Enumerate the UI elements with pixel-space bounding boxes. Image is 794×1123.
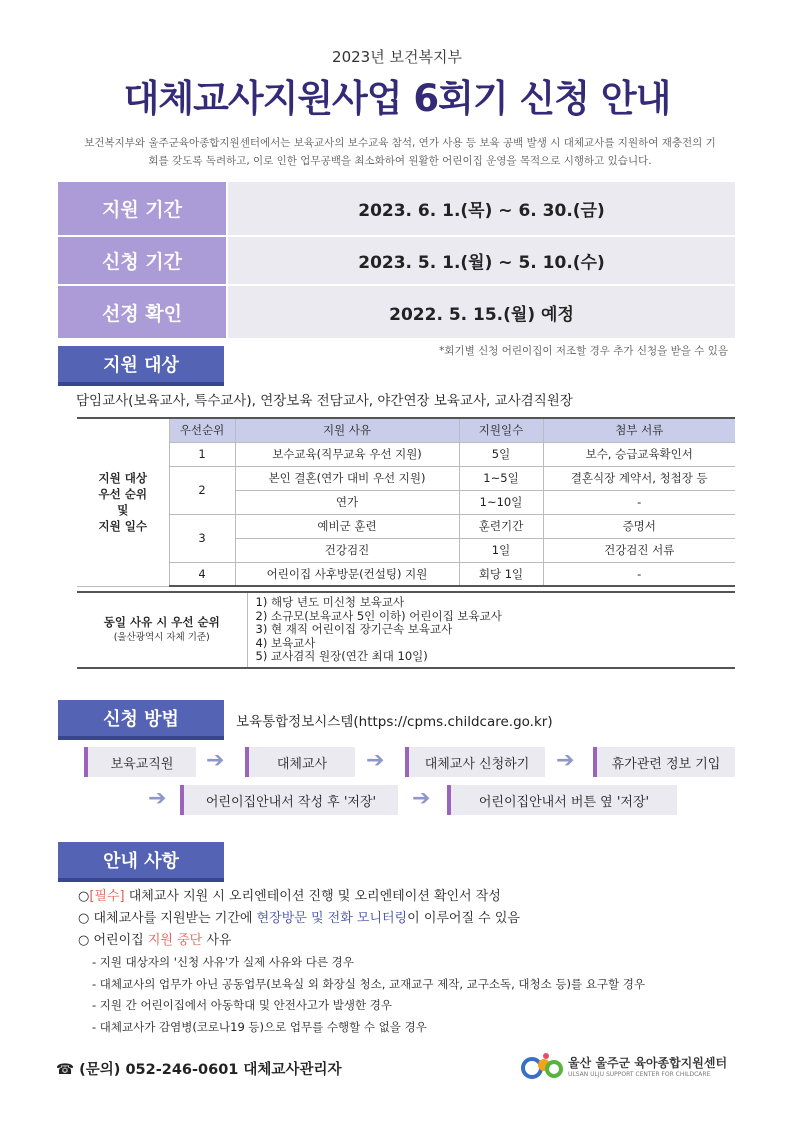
step-box: 대체교사 신청하기 [405,747,545,777]
arrow-right-icon: ➔ [366,748,385,773]
section-heading-method: 신청 방법 [58,700,224,736]
reason-cell: 본인 결혼(연가 대비 우선 지원) [235,466,459,490]
document-subtitle: 2023년 보건복지부 [332,48,462,66]
same-reason-title: 동일 사유 시 우선 순위 [103,614,220,629]
list-item: 5) 교사겸직 원장(연간 최대 10일) [255,649,428,664]
info-row-selection [58,286,735,338]
notice-sub-item: - 지원 대상자의 '신청 사유'가 실제 사유와 다른 경우 [92,955,354,969]
step-box: 어린이집안내서 버튼 옆 '저장' [447,785,677,815]
intro-paragraph: 보건복지부와 울주군육아종합지원센터에서는 보육교사의 보수교육 참석, 연가 사용 등 보육 공백 발생 시 대체교사를 지원하여 재충전의 기회를 갖도록 독려하고, 이로 인한 업무공백을 최소화하여 원활한 어린이집 운영을 목적으로 시행하고 있습니다. [84,137,716,167]
notice-text: 대체교사 지원 시 오리엔테이션 진행 및 오리엔테이션 확인서 작성 [124,889,501,904]
list-item: 3) 현 재직 어린이집 장기근속 보육교사 [255,622,453,637]
notice-sub-item: - 지원 간 어린이집에서 아동학대 및 안전사고가 발생한 경우 [92,998,393,1012]
info-value: 2023. 6. 1.(목) ~ 6. 30.(금) [228,182,735,235]
notice-item [78,908,645,930]
same-reason-subtitle: (울산광역시 자체 기준) [113,631,210,643]
contact-text: (문의) 052-246-0601 대체교사관리자 [79,1062,342,1078]
docs-cell: - [543,490,735,514]
table-row [77,562,735,586]
notice-item [78,886,645,908]
notice-highlight: 현장방문 및 전화 모니터링 [256,911,408,926]
rank-cell: 1 [169,442,235,466]
notice-text: 어린이집 [89,933,148,948]
days-cell: 훈련기간 [459,514,543,538]
center-logo [520,1050,740,1084]
docs-cell: 결혼식장 계약서, 청첩장 등 [543,466,735,490]
info-value: 2023. 5. 1.(월) ~ 5. 10.(수) [228,237,735,284]
docs-cell: - [543,562,735,586]
table-row [77,442,735,466]
table-row [77,466,735,490]
table-header-row [77,418,735,442]
rank-cell: 2 [169,466,235,514]
system-url: 보육통합정보시스템(https://cpms.childcare.go.kr) [236,714,553,730]
docs-cell: 증명서 [543,514,735,538]
document-title: 대체교사지원사업 6회기 신청 안내 [123,77,671,120]
same-reason-label [77,592,247,668]
target-description: 담임교사(보육교사, 특수교사), 연장보육 전담교사, 야간연장 보육교사, 교사겸직원장 [76,393,573,409]
notice-highlight: 지원 중단 [147,933,203,948]
days-cell: 1~10일 [459,490,543,514]
section-heading-notice: 안내 사항 [58,842,224,878]
list-item: 1) 해당 년도 미신청 보육교사 [255,595,405,609]
notice-text: 사유 [202,933,232,948]
step-box: 보육교직원 [84,747,196,777]
reason-cell: 어린이집 사후방문(컨설팅) 지원 [235,562,459,586]
column-header: 지원일수 [459,418,543,442]
rank-cell: 4 [169,562,235,586]
notice-list [78,886,645,1038]
info-note: *회기별 신청 어린이집이 저조할 경우 추가 신청을 받을 수 있음 [439,345,728,357]
side-label-line: 지원 대상 [98,471,147,486]
same-reason-table [77,591,735,669]
side-label-line: 지원 일수 [98,519,147,534]
info-label: 지원 기간 [58,182,226,235]
arrow-right-icon: ➔ [148,786,167,811]
priority-table [77,417,735,587]
arrow-right-icon: ➔ [412,786,431,811]
column-header: 첨부 서류 [543,418,735,442]
arrow-right-icon: ➔ [556,748,575,773]
days-cell: 5일 [459,442,543,466]
days-cell: 회당 1일 [459,562,543,586]
step-box: 어린이집안내서 작성 후 '저장' [180,785,398,815]
bullet: ○ [78,889,90,904]
reason-cell: 연가 [235,490,459,514]
days-cell: 1~5일 [459,466,543,490]
days-cell: 1일 [459,538,543,562]
notice-text: 대체교사를 지원받는 기간에 [89,911,257,926]
column-header: 지원 사유 [235,418,459,442]
step-box: 휴가관련 정보 기입 [593,747,735,777]
table-side-label [77,418,169,586]
notice-sub-item: - 대체교사가 감염병(코로나19 등)으로 업무를 수행할 수 없을 경우 [92,1019,427,1034]
column-header: 우선순위 [169,418,235,442]
arrow-right-icon: ➔ [206,748,225,773]
section-heading-target: 지원 대상 [58,346,224,382]
contact-line [56,1058,341,1079]
info-label: 신청 기간 [58,237,226,284]
info-value: 2022. 5. 15.(월) 예정 [228,286,735,338]
bullet: ○ [78,911,90,926]
bullet: ○ [78,933,90,948]
notice-sub-item: - 대체교사의 업무가 아닌 공동업무(보육실 외 화장실 청소, 교재교구 제작, 교구소독, 대청소 등)를 요구할 경우 [92,976,645,991]
logo-name: 울산 울주군 육아종합지원센터 [568,1056,728,1070]
reason-cell: 건강검진 [235,538,459,562]
reason-cell: 보수교육(직무교육 우선 지원) [235,442,459,466]
reason-cell: 예비군 훈련 [235,514,459,538]
required-tag: [필수] [89,889,125,904]
info-row-apply-period [58,237,735,284]
list-item: 2) 소규모(보육교사 5인 이하) 어린이집 보육교사 [255,608,502,623]
logo-subtext: ULSAN ULJU SUPPORT CENTER FOR CHILDCARE [568,1071,711,1078]
rank-cell: 3 [169,514,235,562]
notice-text: 이 이루어질 수 있음 [407,911,520,926]
step-box: 대체교사 [245,747,355,777]
side-label-line: 우선 순위 [98,487,147,502]
table-row [77,514,735,538]
docs-cell: 건강검진 서류 [543,538,735,562]
notice-item [78,930,645,952]
list-item: 4) 보육교사 [255,635,316,650]
logo-mark-icon [520,1050,564,1084]
info-row-support-period [58,182,735,235]
phone-icon: ☎ [56,1062,75,1078]
same-reason-list [247,592,735,668]
side-label-line: 및 [117,503,129,518]
info-label: 선정 확인 [58,286,226,338]
docs-cell: 보수, 승급교육확인서 [543,442,735,466]
